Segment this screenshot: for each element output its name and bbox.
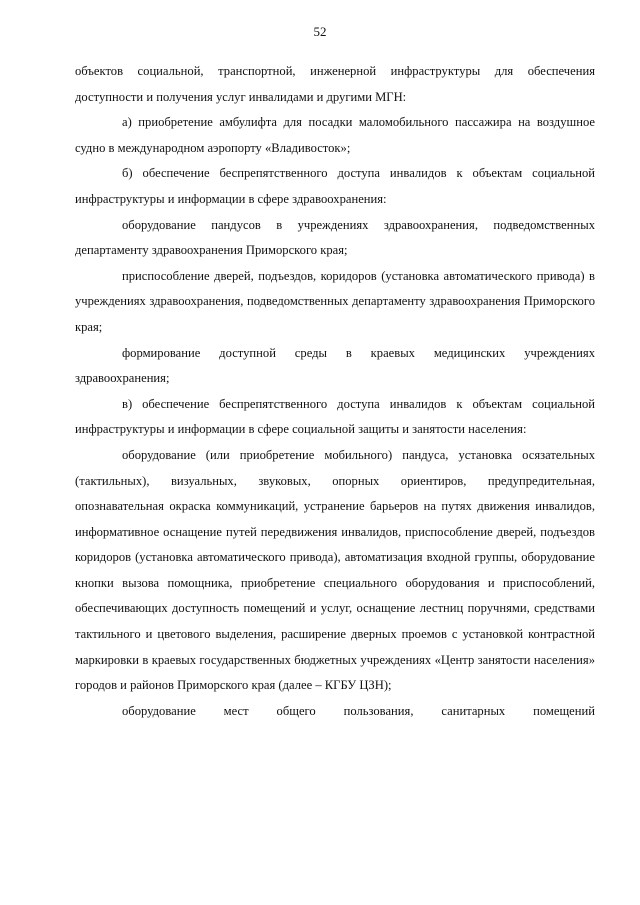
paragraph-common-areas: оборудование мест общего пользования, санитарных помещений xyxy=(122,703,595,718)
paragraph-accessible-environment: формирование доступной среды в краевых медицинских учреждениях здравоохранения; xyxy=(75,345,595,386)
paragraph-intro: объектов социальной, транспортной, инженерной инфраструктуры для обеспечения доступности и получения услуг инвалидами и другими МГН: xyxy=(75,64,595,104)
paragraph-item-a: а) приобретение амбулифта для посадки маломобильного пассажира на воздушное судно в международном аэропорту «Владивосток»; xyxy=(75,115,595,155)
paragraph-item-v: в) обеспечение беспрепятственного доступа инвалидов к объектам социальной инфраструктуры и информации в сфере социальной защиты и занятости населения: xyxy=(75,396,595,437)
paragraph-item-b: б) обеспечение беспрепятственного доступа инвалидов к объектам социальной инфраструктуры и информации в сфере здравоохранения: xyxy=(75,166,595,206)
paragraph-ramps: оборудование пандусов в учреждениях здравоохранения, подведомственных департаменту здравоохранения Приморского края; xyxy=(75,217,595,258)
page-number: 52 xyxy=(313,24,327,39)
paragraph-doors: приспособление дверей, подъездов, коридоров (установка автоматического привода) в учреждениях здравоохранения, подведомственных департаменту здравоохранения Приморского края; xyxy=(75,268,595,334)
paragraph-equipment-list: оборудование (или приобретение мобильного) пандуса, установка осязательных (тактильных), визуальных, звуковых, опорных ориентиров, предупредительная, опознавательная окраска коммуникаций, устранение барьеров на путях движения инвалидов, информативное оснащение путей передвижения инвалидов, приспособление дверей, подъездов коридоров (установка автоматического привода), автоматизация входной группы, оборудование кнопки вызова помощника, приобретение специального оборудования и приспособлений, обеспечивающих доступность помещений и услуг, оснащение лестниц поручнями, средствами тактильного и цветового выделения, расширение дверных проемов с установкой контрастной маркировки в краевых государственных бюджетных учреждениях «Центр занятости населения» городов и районов Приморского края (далее – КГБУ ЦЗН); xyxy=(75,447,595,693)
document-body xyxy=(75,59,595,724)
